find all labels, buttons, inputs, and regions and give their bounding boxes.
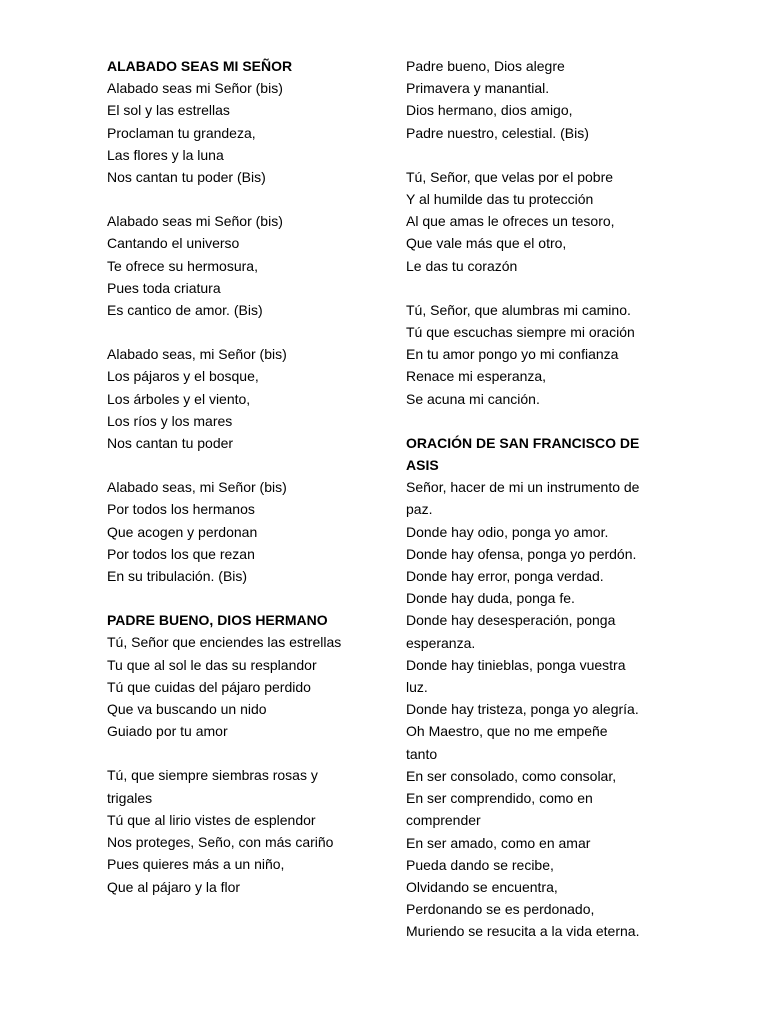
stanza [406,166,686,277]
prayer-line: Donde hay odio, ponga yo amor. [406,523,609,540]
lyric-line: Alabado seas, mi Señor (bis) [107,346,287,363]
lyric-line: Es cantico de amor. (Bis) [107,302,263,319]
lyric-line: Tú, que siempre siembras rosas y [107,767,318,784]
lyric-line: Y al humilde das tu protección [406,191,594,208]
lyric-line: Por todos los hermanos [107,501,255,518]
lyric-line: Dios hermano, dios amigo, [406,102,573,119]
song-title: ALABADO SEAS MI SEÑOR [107,58,293,74]
lyric-line: Padre bueno, Dios alegre [406,58,565,74]
prayer-line: Olvidando se encuentra, [406,878,558,895]
stanza [107,210,377,321]
song-padre-bueno-continued [406,55,686,410]
song-alabado-seas [107,55,377,587]
lyric-line: El sol y las estrellas [107,102,230,119]
lyric-line: Tú, Señor, que alumbras mi camino. [406,301,631,318]
prayer-title-line: ORACIÓN DE SAN FRANCISCO DE [406,434,640,451]
lyric-line: Tú que cuidas del pájaro perdido [107,678,311,695]
lyric-line: Los pájaros y el bosque, [107,368,259,385]
stanza [107,631,377,742]
lyric-line: Se acuna mi canción. [406,390,540,407]
lyric-line: Que vale más que el otro, [406,235,567,252]
prayer-line: comprender [406,812,481,829]
prayer-line: En ser comprendido, como en [406,790,593,807]
stanza [107,476,377,587]
lyric-line: Pues toda criatura [107,279,221,296]
lyric-line: Renace mi esperanza, [406,368,547,385]
lyric-line: Primavera y manantial. [406,80,550,97]
lyric-line: Te ofrece su hermosura, [107,257,258,274]
prayer-body [406,476,686,942]
right-column [406,55,686,943]
stanza [107,343,377,454]
lyric-line: En su tribulación. (Bis) [107,568,248,585]
prayer-line: Muriendo se resucita a la vida eterna. [406,923,640,940]
prayer-line: paz. [406,501,433,518]
lyric-line: Tú que al lirio vistes de esplendor [107,811,316,828]
lyric-line: Al que amas le ofreces un tesoro, [406,213,615,230]
prayer-line: esperanza. [406,634,476,651]
lyric-line: Por todos los que rezan [107,545,255,562]
lyric-line: Pues quieres más a un niño, [107,856,285,873]
lyric-line: Nos proteges, Seño, con más cariño [107,834,334,851]
lyric-line: Que al pájaro y la flor [107,878,241,895]
song-padre-bueno [107,609,377,897]
stanza [107,764,377,897]
lyric-line: Tú, Señor, que velas por el pobre [406,168,614,185]
lyric-line: En tu amor pongo yo mi confianza [406,346,619,363]
prayer-line: En ser consolado, como consolar, [406,767,617,784]
prayer-line: En ser amado, como en amar [406,834,591,851]
prayer-line: Donde hay ofensa, ponga yo perdón. [406,545,637,562]
prayer-line: luz. [406,679,428,696]
lyric-line: Alabado seas, mi Señor (bis) [107,479,287,496]
lyric-line: Alabado seas mi Señor (bis) [107,80,283,97]
prayer-line: Donde hay tristeza, ponga yo alegría. [406,701,639,718]
stanza [406,299,686,410]
lyric-line: Alabado seas mi Señor (bis) [107,213,283,230]
prayer-line: tanto [406,745,438,762]
lyric-line: Tú que escuchas siempre mi oración [406,324,635,341]
lyric-line: Que va buscando un nido [107,701,267,718]
prayer-title-line: ASIS [406,457,439,474]
lyric-line: Los árboles y el viento, [107,390,251,407]
lyric-line: Proclaman tu grandeza, [107,124,256,141]
prayer-line: Señor, hacer de mi un instrumento de [406,479,640,496]
prayer-line: Oh Maestro, que no me empeñe [406,723,608,740]
lyric-line: trigales [107,789,153,806]
song-title: PADRE BUENO, DIOS HERMANO [107,612,328,629]
stanza [406,55,686,144]
lyric-line: Que acogen y perdonan [107,523,258,540]
lyric-line: Tú, Señor que enciendes las estrellas [107,634,342,651]
left-column [107,55,377,920]
lyric-line: Padre nuestro, celestial. (Bis) [406,124,589,141]
prayer-san-francisco [406,432,686,943]
prayer-line: Donde hay tinieblas, ponga vuestra [406,656,626,673]
prayer-line: Donde hay duda, ponga fe. [406,590,575,607]
stanza [107,77,377,188]
lyric-line: Tu que al sol le das su resplandor [107,656,317,673]
lyric-line: Nos cantan tu poder [107,435,234,452]
lyric-line: Cantando el universo [107,235,240,252]
lyric-line: Las flores y la luna [107,146,224,163]
lyric-line: Le das tu corazón [406,257,518,274]
lyric-line: Guiado por tu amor [107,723,228,740]
prayer-line: Donde hay desesperación, ponga [406,612,616,629]
prayer-line: Pueda dando se recibe, [406,856,554,873]
lyric-line: Los ríos y los mares [107,412,233,429]
prayer-line: Perdonando se es perdonado, [406,901,595,918]
prayer-line: Donde hay error, ponga verdad. [406,568,604,585]
lyric-line: Nos cantan tu poder (Bis) [107,169,266,186]
